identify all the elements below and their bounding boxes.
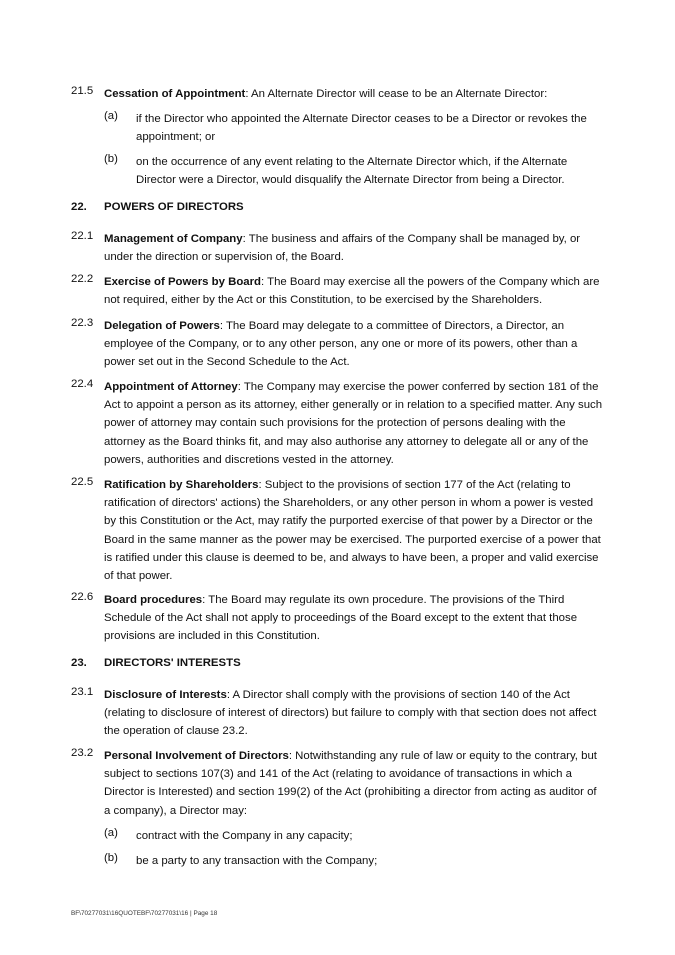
clause-heading: Personal Involvement of Directors [104, 750, 289, 762]
clause-number: 23.2 [71, 747, 94, 759]
clause-text [104, 273, 604, 309]
clause-number: 22.4 [71, 378, 94, 390]
clause-text [104, 747, 604, 820]
section-number: 23. [71, 657, 87, 669]
clause-text [104, 85, 624, 103]
clause-number: 22.2 [71, 273, 94, 285]
clause-body: : An Alternate Director will cease to be an Alternate Director: [245, 88, 548, 100]
item-text: on the occurrence of any event relating to the Alternate Director which, if the Alternate Director were a Director, would disqualify the Alternate Director from being a Director. [136, 156, 568, 187]
clause-text [104, 476, 604, 585]
section-title: POWERS OF DIRECTORS [104, 201, 244, 213]
clause-body: : The business and affairs of the Company shall be managed by, or under the direction or supervision of, the Board. [104, 233, 581, 264]
clause-heading: Disclosure of Interests [104, 689, 227, 701]
clause-heading: Cessation of Appointment [104, 88, 246, 100]
section-number: 22. [71, 201, 87, 213]
item-text: if the Director who appointed the Alternate Director ceases to be a Director or revokes the appointment; or [136, 113, 587, 144]
clause-number: 22.5 [71, 476, 94, 488]
clause-heading: Management of Company [104, 233, 243, 245]
clause-heading: Ratification by Shareholders [104, 479, 259, 491]
clause-body: : The Board may regulate its own procedure. The provisions of the Third Schedule of the Act shall not apply to proceedings of the Board except to the extent that those provisions are included in this Constitution. [104, 594, 578, 643]
item-letter: (b) [104, 852, 118, 864]
clause-body: : Notwithstanding any rule of law or equity to the contrary, but subject to sections 107(3) and 141 of the Act (relating to avoidance of transactions in which a Director is Interested) and section 199(2) of the Act (prohibiting a director from acting as auditor of a company), a Director may: [104, 750, 597, 817]
item-text: be a party to any transaction with the Company; [136, 855, 378, 867]
clause-text [104, 591, 604, 646]
clause-heading: Appointment of Attorney [104, 381, 238, 393]
clause-body: : Subject to the provisions of section 177 of the Act (relating to ratification of directors' actions) the Shareholders, or any other person in whom a power is vested by this Constitution or the Act, may ratify the purported exercise of that power by a Director or the Board in the same manner as the power may be exercised. The purported exercise of a power that is ratified under this clause is deemed to be, and always to have been, a proper and valid exercise of that power. [104, 479, 601, 583]
section-title: DIRECTORS' INTERESTS [104, 657, 241, 669]
clause-body: : The Company may exercise the power conferred by section 181 of the Act to appoint a person as its attorney, either generally or in relation to a specified matter. Any such power of attorney may contain such provisions for the protection of persons dealing with the attorney as the Board thinks fit, and may also authorise any attorney to delegate all or any of the powers, authorities and discretions vested in the attorney. [104, 381, 603, 466]
clause-body: : The Board may exercise all the powers of the Company which are not required, either by the Act or this Constitution, to be exercised by the Shareholders. [104, 276, 600, 307]
clause-text [104, 378, 604, 469]
item-letter: (b) [104, 153, 118, 165]
page-footer: BF\70277031\16QUOTEBF\70277031\16 | Page 18 [71, 910, 218, 917]
clause-number: 22.1 [71, 230, 94, 242]
clause-heading: Board procedures [104, 594, 203, 606]
item-letter: (a) [104, 110, 118, 122]
item-letter: (a) [104, 827, 118, 839]
clause-number: 22.6 [71, 591, 94, 603]
clause-text [104, 686, 604, 741]
clause-number: 23.1 [71, 686, 94, 698]
clause-text [104, 230, 604, 266]
clause-heading: Exercise of Powers by Board [104, 276, 261, 288]
clause-body: : The Board may delegate to a committee of Directors, a Director, an employee of the Company, or to any other person, any one or more of its powers, other than a power set out in the Second Schedule to the Act. [104, 320, 578, 369]
clause-number: 21.5 [71, 85, 94, 97]
clause-heading: Delegation of Powers [104, 320, 220, 332]
clause-text [104, 317, 604, 372]
item-text: contract with the Company in any capacity; [136, 830, 353, 842]
clause-number: 22.3 [71, 317, 94, 329]
clause-body: : A Director shall comply with the provisions of section 140 of the Act (relating to disclosure of interest of directors) but failure to comply with that section does not affect the operation of clause 23.2. [104, 689, 597, 738]
